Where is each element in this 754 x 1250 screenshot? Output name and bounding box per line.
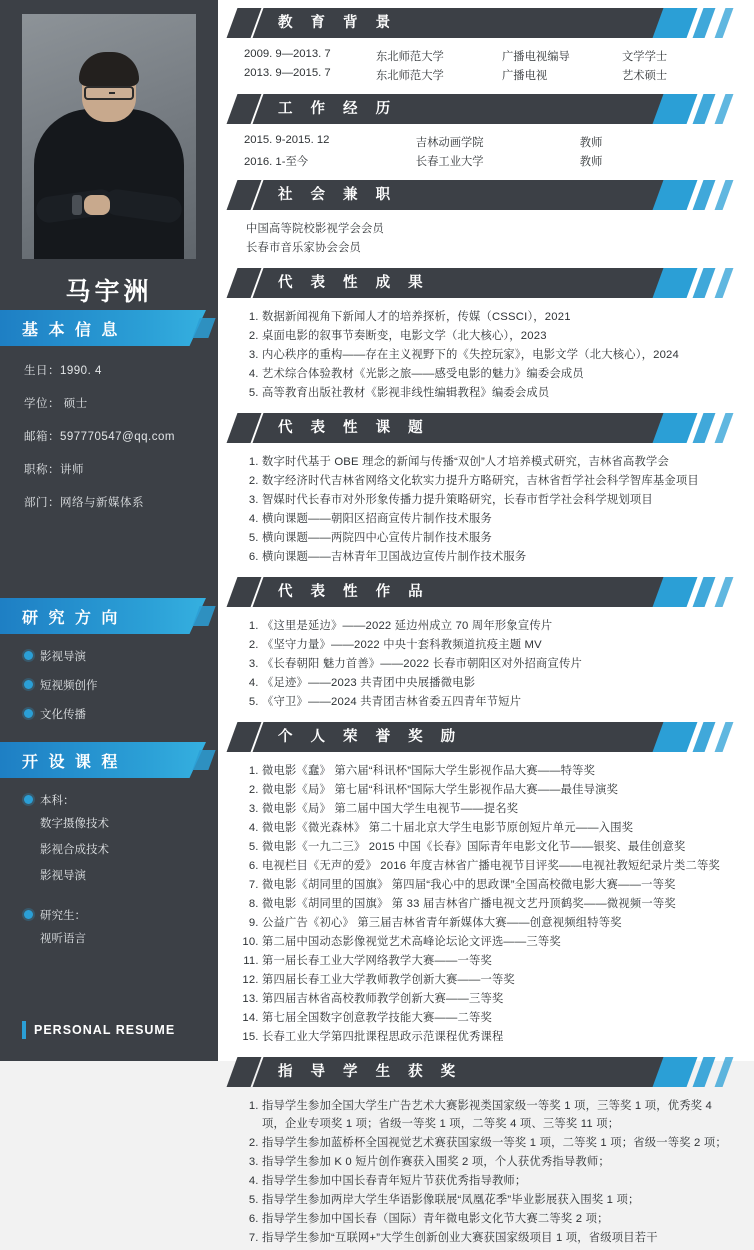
section-header-honors <box>232 722 740 752</box>
banner-accent-3 <box>715 94 734 124</box>
section-title-work: 工 作 经 历 <box>278 101 398 117</box>
work-role: 教师 <box>579 136 603 149</box>
list-item: 4. 指导学生参加中国长春青年短片节获优秀指导教师； <box>262 1172 736 1190</box>
education-degree: 艺术硕士 <box>622 69 668 82</box>
banner-accent-2 <box>693 413 716 443</box>
portrait-hand <box>84 195 110 215</box>
achievements-list <box>244 308 736 402</box>
banner-accent-3 <box>715 1057 734 1087</box>
section-title-achievements: 代 表 性 成 果 <box>278 275 430 291</box>
list-item: 3. 《长春朝阳 魅力首善》——2022 长春市朝阳区对外招商宣传片 <box>262 655 736 673</box>
courses-list <box>0 778 218 808</box>
education-body <box>218 44 754 86</box>
research-list <box>0 634 218 722</box>
table-row <box>244 65 736 84</box>
section-title-honors: 个 人 荣 誉 奖 励 <box>278 729 463 745</box>
list-item: 长春市音乐家协会会员 <box>246 242 361 254</box>
list-item: 4. 横向课题——朝阳区招商宣传片制作技术服务 <box>262 510 736 528</box>
banner-accent-3 <box>715 268 734 298</box>
graduate-course-items <box>0 930 218 946</box>
list-item: 3. 指导学生参加 K 0 短片创作赛获入围奖 2 项，个人获优秀指导教师； <box>262 1153 736 1171</box>
education-table <box>244 46 736 84</box>
list-item: 影视合成技术 <box>40 844 109 856</box>
section-title-guidance: 指 导 学 生 获 奖 <box>278 1064 463 1080</box>
section-header-guidance <box>232 1057 740 1087</box>
main-content <box>218 0 754 1244</box>
education-major: 广播电视编导 <box>502 50 570 63</box>
list-item: 文化传播 <box>24 706 218 722</box>
list-item: 5. 《守卫》——2024 共青团吉林省委五四青年节短片 <box>262 693 736 711</box>
section-header-achievements <box>232 268 740 298</box>
list-item: 9. 公益广告《初心》 第三届吉林省青年新媒体大赛——创意视频组特等奖 <box>262 914 736 932</box>
section-header-work <box>232 94 740 124</box>
list-item: 12. 第四届长春工业大学教师教学创新大赛——一等奖 <box>262 971 736 989</box>
banner-accent-3 <box>715 413 734 443</box>
list-item: 8. 微电影《胡同里的国旗》 第 33 届吉林省广播电视文艺丹顶鹤奖——微视频一等奖 <box>262 895 736 913</box>
honors-body <box>218 758 754 1049</box>
list-item: 4. 《足迹》——2023 共青团中央展播微电影 <box>262 674 736 692</box>
avatar <box>22 14 196 259</box>
portrait-watch <box>72 195 82 215</box>
section-header-education <box>232 8 740 38</box>
banner-accent-2 <box>693 722 716 752</box>
list-item: 11. 第一届长春工业大学网络教学大赛——一等奖 <box>262 952 736 970</box>
section-title-basic-info: 基 本 信 息 <box>22 321 121 339</box>
basic-info-list <box>0 346 218 510</box>
section-title-courses: 开 设 课 程 <box>22 753 121 771</box>
education-school: 东北师范大学 <box>376 50 444 63</box>
table-row <box>244 151 736 170</box>
list-item: 2. 数字经济时代吉林省网络文化软实力提升方略研究，吉林省哲学社会科学智库基金项目 <box>262 472 736 490</box>
section-title-projects: 代 表 性 课 题 <box>278 420 430 436</box>
list-item: 2. 《坚守力量》——2022 中央十套科教频道抗疫主题 MV <box>262 636 736 654</box>
work-period: 2016. 1-至今 <box>244 155 309 168</box>
list-item: 邮箱：597770547@qq.com <box>24 431 175 443</box>
banner-accent-3 <box>715 722 734 752</box>
banner-accent-3 <box>715 8 734 38</box>
education-degree: 文学学士 <box>622 50 668 63</box>
sidebar <box>0 0 218 1061</box>
guidance-body <box>218 1093 754 1250</box>
list-item: 7. 指导学生参加“互联网+”大学生创新创业大赛获国家级项目 1 项，省级项目若干 <box>262 1229 736 1247</box>
banner-accent-2 <box>693 1057 716 1087</box>
projects-list <box>244 453 736 566</box>
table-row <box>244 132 736 151</box>
list-item: 数字摄像技术 <box>40 818 109 830</box>
works-list <box>244 617 736 711</box>
section-header-basic-info <box>0 310 218 346</box>
list-item: 5. 微电影《一九二三》 2015 中国《长春》国际青年电影文化节——银奖、最佳创意奖 <box>262 838 736 856</box>
banner-accent-2 <box>693 268 716 298</box>
list-item: 短视频创作 <box>24 677 218 693</box>
social-body <box>218 216 754 260</box>
section-title-education: 教 育 背 景 <box>278 15 398 31</box>
section-header-research <box>0 598 218 634</box>
list-item: 1. 数字时代基于 OBE 理念的新闻与传播“双创”人才培养模式研究，吉林省高教学会 <box>262 453 736 471</box>
courses-list-grad <box>0 893 218 923</box>
list-item: 4. 艺术综合体验教材《光影之旅——感受电影的魅力》编委会成员 <box>262 365 736 383</box>
course-group-undergrad: 本科： <box>24 792 218 808</box>
social-list <box>244 220 736 257</box>
section-title-research: 研 究 方 向 <box>22 609 121 627</box>
list-item: 6. 指导学生参加中国长春（国际）青年微电影文化节大赛二等奖 2 项； <box>262 1210 736 1228</box>
list-item: 6. 电视栏目《无声的爱》 2016 年度吉林省广播电视节目评奖——电视社教短纪录片类二等奖 <box>262 857 736 875</box>
list-item: 3. 智媒时代长春市对外形象传播力提升策略研究，长春市哲学社会科学规划项目 <box>262 491 736 509</box>
education-major: 广播电视 <box>502 69 548 82</box>
list-item: 影视导演 <box>24 648 218 664</box>
banner-accent-3 <box>715 180 734 210</box>
section-title-works: 代 表 性 作 品 <box>278 584 430 600</box>
portrait-body <box>34 109 184 259</box>
section-title-social: 社 会 兼 职 <box>278 187 398 203</box>
list-item: 6. 横向课题——吉林青年卫国战边宣传片制作技术服务 <box>262 548 736 566</box>
list-item: 影视导演 <box>40 870 86 882</box>
list-item: 1. 微电影《蠢》 第六届“科讯杯”国际大学生影视作品大赛——特等奖 <box>262 762 736 780</box>
section-header-courses <box>0 742 218 778</box>
banner-accent-2 <box>693 577 716 607</box>
list-item: 1. 《这里是延边》——2022 延边州成立 70 周年形象宣传片 <box>262 617 736 635</box>
education-period: 2013. 9—2015. 7 <box>244 66 331 79</box>
work-role: 教师 <box>579 155 603 168</box>
achievements-body <box>218 304 754 405</box>
page-title: 马宇洲 <box>65 278 153 306</box>
list-item: 14. 第七届全国数字创意教学技能大赛——二等奖 <box>262 1009 736 1027</box>
footer-brand-label: PERSONAL RESUME <box>34 1023 176 1037</box>
list-item: 5. 横向课题——两院四中心宣传片制作技术服务 <box>262 529 736 547</box>
list-item: 1. 数据新闻视角下新闻人才的培养探析，传媒（CSSCI），2021 <box>262 308 736 326</box>
list-item: 部门：网络与新媒体系 <box>24 497 144 509</box>
projects-body <box>218 449 754 569</box>
list-item: 3. 微电影《局》 第二届中国大学生电视节——提名奖 <box>262 800 736 818</box>
list-item: 5. 指导学生参加两岸大学生华语影像联展“凤凰花季”毕业影展获入围奖 1 项； <box>262 1191 736 1209</box>
list-item: 1. 指导学生参加全国大学生广告艺术大赛影视类国家级一等奖 1 项，三等奖 1 项，优秀奖 4 项，企业专项奖 1 项；省级一等奖 1 项，二等奖 4 项、三等奖 11 项； <box>262 1097 736 1133</box>
work-table <box>244 132 736 170</box>
glasses-icon <box>84 86 134 100</box>
table-row <box>244 46 736 65</box>
list-item: 7. 微电影《胡同里的国旗》 第四届“我心中的思政课”全国高校微电影大赛——一等奖 <box>262 876 736 894</box>
list-item: 生日：1990. 4 <box>24 365 102 377</box>
list-item: 中国高等院校影视学会会员 <box>246 223 384 235</box>
list-item: 学位： 硕士 <box>24 398 88 410</box>
footer-brand <box>22 1021 175 1039</box>
work-org: 长春工业大学 <box>415 155 484 168</box>
work-body <box>218 130 754 172</box>
section-header-projects <box>232 413 740 443</box>
banner-accent-3 <box>715 577 734 607</box>
list-item: 15. 长春工业大学第四批课程思政示范课程优秀课程 <box>262 1028 736 1046</box>
banner-accent-2 <box>693 8 716 38</box>
list-item: 视听语言 <box>40 933 86 945</box>
list-item: 4. 微电影《微光森林》 第二十届北京大学生电影节原创短片单元——入围奖 <box>262 819 736 837</box>
honors-list <box>244 762 736 1046</box>
work-period: 2015. 9-2015. 12 <box>244 133 330 146</box>
list-item: 2. 微电影《局》 第七届“科讯杯”国际大学生影视作品大赛——最佳导演奖 <box>262 781 736 799</box>
banner-accent-2 <box>693 94 716 124</box>
education-school: 东北师范大学 <box>376 69 444 82</box>
works-body <box>218 613 754 714</box>
education-period: 2009. 9—2013. 7 <box>244 47 331 60</box>
list-item: 13. 第四届吉林省高校教师教学创新大赛——三等奖 <box>262 990 736 1008</box>
work-org: 吉林动画学院 <box>415 136 484 149</box>
list-item: 3. 内心秩序的重构——存在主义视野下的《失控玩家》，电影文学（北大核心），2024 <box>262 346 736 364</box>
section-header-social <box>232 180 740 210</box>
list-item: 2. 指导学生参加蓝桥杯全国视觉艺术赛获国家级一等奖 1 项，二等奖 1 项；省级一等奖 2 项； <box>262 1134 736 1152</box>
list-item: 职称：讲师 <box>24 464 84 476</box>
undergrad-course-items <box>0 815 218 883</box>
list-item: 2. 桌面电影的叙事节奏断变，电影文学（北大核心），2023 <box>262 327 736 345</box>
banner-accent-2 <box>693 180 716 210</box>
list-item: 10. 第二届中国动态影像视觉艺术高峰论坛论文评选——三等奖 <box>262 933 736 951</box>
accent-tick-icon <box>22 1021 26 1039</box>
section-header-works <box>232 577 740 607</box>
list-item: 5. 高等教育出版社教材《影视非线性编辑教程》编委会成员 <box>262 384 736 402</box>
guidance-list <box>244 1097 736 1247</box>
course-group-graduate: 研究生： <box>24 907 218 923</box>
